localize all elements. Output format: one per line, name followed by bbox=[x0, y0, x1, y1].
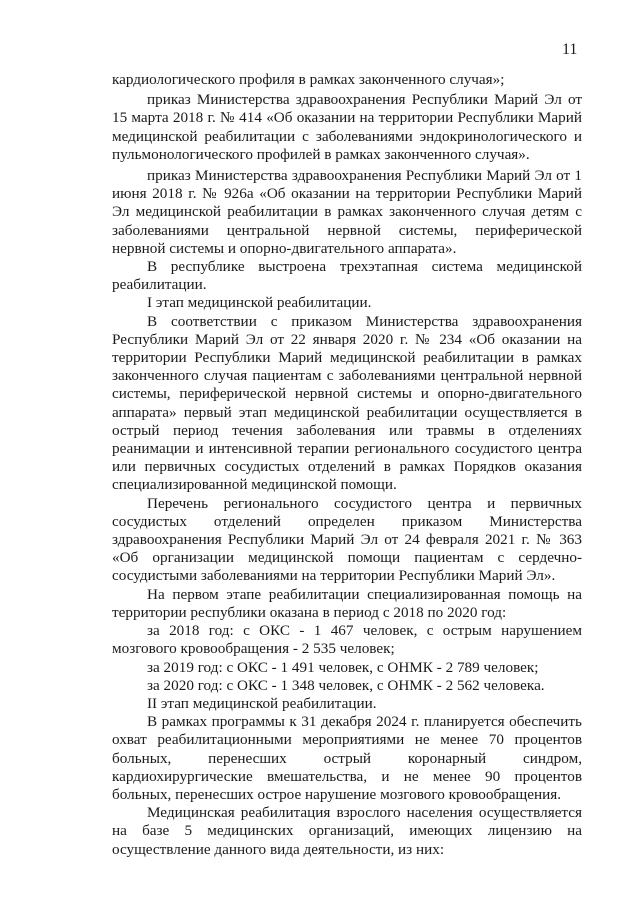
paragraph-first-stage-help: На первом этапе реабилитации специализированная помощь на территории республики оказана в период с 2018 по 2020 год: bbox=[112, 585, 582, 621]
paragraph-year-2020: за 2020 год: с ОКС - 1 348 человек, с ОНМК - 2 562 человека. bbox=[147, 676, 545, 694]
paragraph-order-363: Перечень регионального сосудистого центра и первичных сосудистых отделений определен приказом Министерства здравоохранения Республики Марий Эл от 24 февраля 2021 г. № 363 «Об организации медицинской помощи пациентам с сердечно-сосудистыми заболеваниями на территории Республики Марий Эл». bbox=[112, 494, 582, 585]
paragraph-order-234: В соответствии с приказом Министерства здравоохранения Республики Марий Эл от 22 января 2020 г. № 234 «Об оказании на территории Республики Марий медицинской реабилитации в рамках законченного случая пациентам с заболеваниями центральной нервной системы, периферической нервной системы и опорно-двигательного аппарата» первый этап медицинской реабилитации осуществляется в острый период течения заболевания или травмы в отделениях реанимации и интенсивной терапии регионального сосудистого центра или первичных сосудистых отделений в рамках Порядков оказания специализированной медицинской помощи. bbox=[112, 312, 582, 494]
paragraph-three-stage-system: В республике выстроена трехэтапная система медицинской реабилитации. bbox=[112, 258, 582, 294]
heading-stage-1: I этап медицинской реабилитации. bbox=[147, 294, 372, 312]
paragraph-order-926a: приказ Министерства здравоохранения Республики Марий Эл от 1 июня 2018 г. № 926а «Об оказании на территории Республики Марий Эл медицинской реабилитации в рамках законченного случая детям с заболеваниями центральной нервной системы, периферической нервной системы и опорно-двигательного аппарата». bbox=[112, 167, 582, 257]
paragraph-year-2019: за 2019 год: с ОКС - 1 491 человек, с ОНМК - 2 789 человек; bbox=[147, 658, 539, 676]
paragraph-program-2024: В рамках программы к 31 декабря 2024 г. планируется обеспечить охват реабилитационными мероприятиями не менее 70 процентов больных, перенесших острый коронарный синдром, кардиохирургические вмешательства, и не менее 90 процентов больных, перенесших острое нарушение мозгового кровообращения. bbox=[112, 713, 582, 803]
page-number: 11 bbox=[562, 41, 578, 58]
paragraph-order-414: приказ Министерства здравоохранения Республики Марий Эл от 15 марта 2018 г. № 414 «Об оказании на территории Республики Марий медицинской реабилитации с заболеваниями эндокринологического и пульмонологического профилей в рамках законченного случая». bbox=[112, 91, 582, 163]
document-body bbox=[112, 71, 582, 859]
heading-stage-2: II этап медицинской реабилитации. bbox=[147, 694, 377, 712]
paragraph-cardiology-profile-end: кардиологического профиля в рамках законченного случая»; bbox=[112, 71, 505, 88]
paragraph-adult-rehabilitation: Медицинская реабилитация взрослого населения осуществляется на базе 5 медицинских организаций, имеющих лицензию на осуществление данного вида деятельности, из них: bbox=[112, 804, 582, 858]
paragraph-year-2018: за 2018 год: с ОКС - 1 467 человек, с острым нарушением мозгового кровообращения - 2 535 человек; bbox=[112, 622, 582, 658]
